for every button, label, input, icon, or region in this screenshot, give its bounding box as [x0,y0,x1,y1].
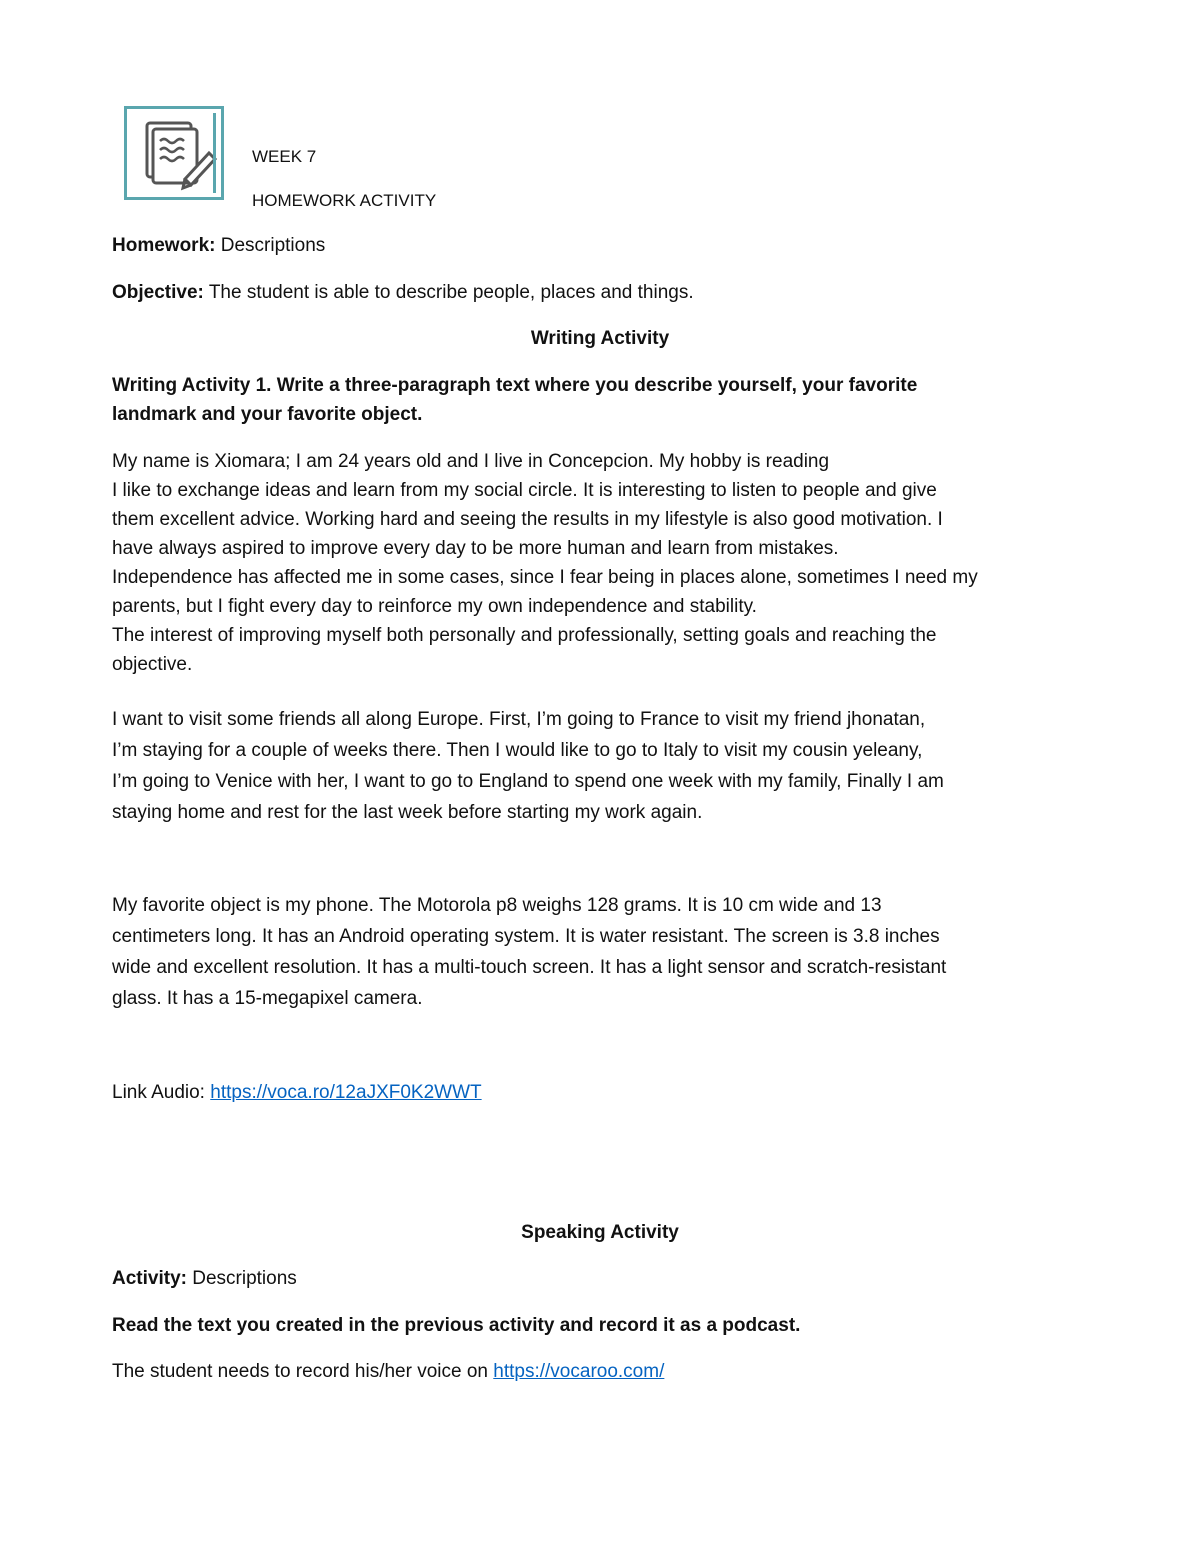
text-line: have always aspired to improve every day to be more human and learn from mistakes. [112,538,839,559]
text-line: My favorite object is my phone. The Motorola p8 weighs 128 grams. It is 10 cm wide and 13 [112,895,882,916]
notebook-pen-icon [124,106,224,200]
text-line: parents, but I fight every day to reinforce my own independence and stability. [112,596,757,617]
text-line: I’m staying for a couple of weeks there. Then I would like to go to Italy to visit my cousin yeleany, [112,740,923,761]
audio-link[interactable]: https://voca.ro/12aJXF0K2WWT [210,1082,482,1103]
speaking-activity-label: Activity: [112,1268,187,1289]
homework-line [112,231,325,260]
speaking-activity-value: Descriptions [192,1268,297,1289]
text-line: I’m going to Venice with her, I want to go to England to spend one week with my family, Finally I am [112,771,944,792]
writing-activity-heading: Writing Activity [530,328,670,349]
text-line: The interest of improving myself both personally and professionally, setting goals and reaching the [112,625,937,646]
objective-label: Objective: [112,282,204,303]
week-label: WEEK 7 [252,147,317,166]
writing-prompt [112,371,1082,429]
text-line: My name is Xiomara; I am 24 years old and I live in Concepcion. My hobby is reading [112,451,830,472]
paragraph-landmark [112,704,1082,828]
audio-link-label: Link Audio: [112,1082,211,1103]
text-line: Independence has affected me in some cases, since I fear being in places alone, sometimes I need my [112,567,978,588]
text-line: I like to exchange ideas and learn from my social circle. It is interesting to listen to people and give [112,480,937,501]
homework-value: Descriptions [220,235,326,256]
speaking-instruction: Read the text you created in the previous activity and record it as a podcast. [112,1315,801,1336]
text-line: centimeters long. It has an Android operating system. It is water resistant. The screen is 3.8 inches [112,926,940,947]
paragraph-object [112,890,1082,1014]
text-line: them excellent advice. Working hard and seeing the results in my lifestyle is also good motivation. I [112,509,943,530]
record-line [112,1357,664,1386]
activity-type-label: HOMEWORK ACTIVITY [252,191,437,210]
objective-value: The student is able to describe people, places and things. [208,282,694,303]
objective-line [112,278,694,307]
audio-link-line [112,1078,482,1107]
prompt-line: landmark and your favorite object. [112,404,423,425]
record-text: The student needs to record his/her voice on [112,1361,494,1382]
paragraph-self [112,447,1082,679]
text-line: I want to visit some friends all along Europe. First, I’m going to France to visit my friend jhonatan, [112,709,926,730]
prompt-line: Writing Activity 1. Write a three-paragraph text where you describe yourself, your favorite [112,375,918,396]
text-line: objective. [112,654,193,675]
text-line: glass. It has a 15-megapixel camera. [112,988,423,1009]
speaking-activity-heading: Speaking Activity [521,1222,679,1243]
vocaroo-link[interactable]: https://vocaroo.com/ [493,1361,665,1382]
homework-label: Homework: [112,235,216,256]
text-line: staying home and rest for the last week before starting my work again. [112,802,703,823]
speaking-activity-line [112,1264,297,1293]
text-line: wide and excellent resolution. It has a multi-touch screen. It has a light sensor and scratch-resistant [112,957,947,978]
